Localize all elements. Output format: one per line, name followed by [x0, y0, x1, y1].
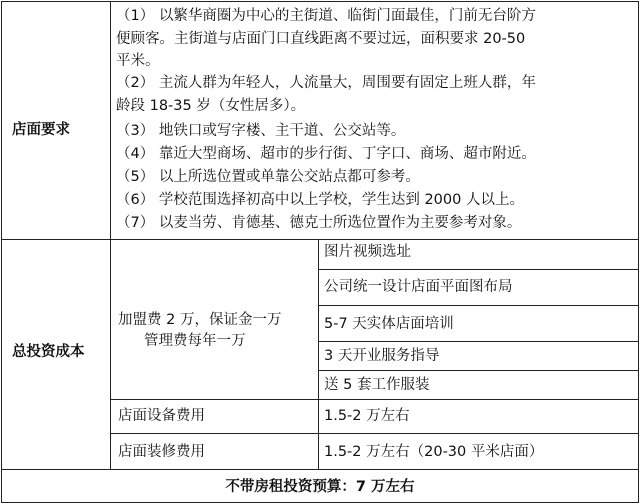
- divider-heading-column: [110, 1, 111, 470]
- equipment-cost-value: 1.5-2 万左右: [324, 408, 410, 424]
- divider-equipment: [110, 399, 639, 400]
- franchise-fee-text: 加盟费 2 万，保证金一万: [118, 312, 282, 328]
- service-item: 5-7 天实体店面培训: [324, 316, 454, 332]
- requirements-heading: 店面要求: [12, 122, 70, 138]
- management-fee-text: 管理费每年一万: [144, 333, 246, 349]
- table-border-bottom: [1, 502, 639, 503]
- requirement-line: （2） 主流人群为年轻人，人流量大，周围要有固定上班人群，年: [116, 75, 536, 91]
- budget-summary: 不带房租投资预算：7 万左右: [225, 479, 415, 495]
- service-item: 公司统一设计店面平面图布局: [324, 279, 513, 295]
- service-item: 图片视频选址: [324, 244, 411, 260]
- service-item: 送 5 套工作服装: [324, 377, 430, 393]
- requirement-line: （4） 靠近大型商场、超市的步行街、丁字口、商场、超市附近。: [116, 146, 536, 162]
- divider-service-1: [319, 269, 639, 270]
- divider-service-column: [318, 239, 319, 469]
- requirement-line: （1） 以繁华商圈为中心的主街道、临街门面最佳，门前无台阶方: [116, 8, 536, 24]
- requirement-line: 便顾客。主街道与店面门口直线距离不要过远，面积要求 20-50: [116, 31, 526, 47]
- divider-service-4: [319, 370, 639, 371]
- requirement-line: （7） 以麦当劳、肯德基、德克士所选位置作为主要参考对象。: [116, 215, 522, 231]
- equipment-cost-label: 店面设备费用: [118, 408, 205, 424]
- divider-footer: [1, 469, 639, 470]
- requirement-line: （6） 学校范围选择初高中以上学校，学生达到 2000 人以上。: [116, 192, 524, 208]
- service-item: 3 天开业服务指导: [324, 348, 440, 364]
- decoration-cost-value: 1.5-2 万左右（20-30 平米店面）: [324, 444, 544, 460]
- requirement-line: （5） 以上所选位置或单靠公交站点都可参考。: [116, 169, 420, 185]
- requirement-line: 平米。: [116, 53, 160, 69]
- investment-heading: 总投资成本: [12, 344, 85, 360]
- table-border-right: [638, 1, 639, 503]
- table-border-left: [1, 1, 2, 503]
- requirement-line: （3） 地铁口或写字楼、主干道、公交站等。: [116, 123, 406, 139]
- divider-requirements: [1, 239, 639, 240]
- divider-service-2: [319, 305, 639, 306]
- decoration-cost-label: 店面装修费用: [118, 444, 205, 460]
- divider-decoration: [110, 433, 639, 434]
- requirement-line: 龄段 18-35 岁（女性居多）。: [116, 98, 306, 114]
- table-border-top: [1, 1, 639, 2]
- divider-service-3: [319, 341, 639, 342]
